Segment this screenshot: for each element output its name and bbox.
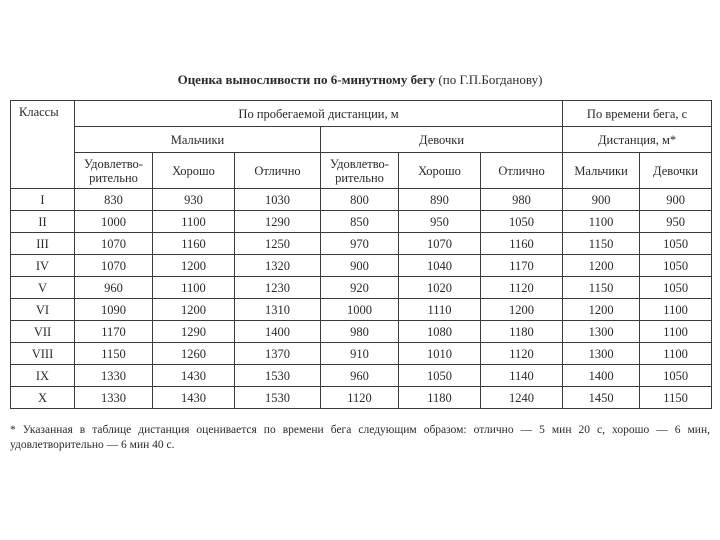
cell-value: 1030 [235,189,321,211]
cell-value: 830 [75,189,153,211]
cell-value: 910 [321,343,399,365]
cell-value: 1020 [399,277,481,299]
cell-value: 1260 [153,343,235,365]
cell-value: 980 [321,321,399,343]
cell-value: 1150 [75,343,153,365]
table-row [11,299,712,321]
cell-value: 1050 [399,365,481,387]
cell-value: 1080 [399,321,481,343]
cell-class: IX [11,365,75,387]
table-row [11,211,712,233]
cell-value: 1150 [640,387,712,409]
cell-class: IV [11,255,75,277]
cell-value: 1100 [153,211,235,233]
cell-value: 1430 [153,387,235,409]
cell-value: 1050 [640,277,712,299]
table-row [11,189,712,211]
header-boys-satisfactory [75,153,153,189]
cell-value: 1050 [640,365,712,387]
cell-value: 1100 [563,211,640,233]
header-girls: Девочки [321,127,563,153]
cell-value: 900 [640,189,712,211]
cell-value: 950 [399,211,481,233]
cell-value: 1000 [75,211,153,233]
cell-value: 960 [321,365,399,387]
cell-value: 1290 [153,321,235,343]
cell-value: 1050 [640,255,712,277]
cell-value: 1330 [75,387,153,409]
header-satisfactory-line1: Удовлетво- [84,156,143,171]
cell-value: 800 [321,189,399,211]
cell-value: 1170 [75,321,153,343]
cell-value: 1230 [235,277,321,299]
table-row [11,387,712,409]
page-title [0,72,720,88]
cell-class: III [11,233,75,255]
page-title-main: Оценка выносливости по 6-минутному бегу [177,72,436,87]
footnote: * Указанная в таблице дистанция оценивается по времени бега следующим образом: отлично — 5 мин 20 с, хорошо — 6 мин, удовлетворительно — 6 мин 40 с. [10,424,710,451]
header-satisfactory-line1: Удовлетво- [330,156,389,171]
cell-value: 1010 [399,343,481,365]
cell-value: 1180 [399,387,481,409]
cell-value: 1400 [235,321,321,343]
cell-value: 1170 [481,255,563,277]
header-time-boys: Мальчики [563,153,640,189]
header-girls-satisfactory [321,153,399,189]
table-row [11,277,712,299]
cell-value: 1100 [153,277,235,299]
cell-value: 1000 [321,299,399,321]
cell-value: 1370 [235,343,321,365]
cell-value: 1160 [481,233,563,255]
cell-value: 1120 [481,277,563,299]
cell-value: 900 [321,255,399,277]
cell-value: 1140 [481,365,563,387]
table-row [11,233,712,255]
cell-value: 1120 [321,387,399,409]
table-row [11,365,712,387]
cell-value: 1100 [640,299,712,321]
cell-value: 1100 [640,343,712,365]
cell-value: 1120 [481,343,563,365]
table-body [11,189,712,409]
header-time-group: По времени бега, с [563,101,712,127]
cell-value: 1450 [563,387,640,409]
cell-value: 950 [640,211,712,233]
cell-value: 1070 [399,233,481,255]
cell-value: 1330 [75,365,153,387]
cell-value: 1400 [563,365,640,387]
cell-class: VIII [11,343,75,365]
header-boys-good: Хорошо [153,153,235,189]
cell-value: 1530 [235,365,321,387]
header-boys-excellent: Отлично [235,153,321,189]
cell-value: 980 [481,189,563,211]
cell-value: 1530 [235,387,321,409]
cell-value: 1150 [563,233,640,255]
cell-value: 1070 [75,255,153,277]
cell-value: 1090 [75,299,153,321]
cell-value: 850 [321,211,399,233]
header-girls-excellent: Отлично [481,153,563,189]
cell-value: 1200 [563,255,640,277]
cell-value: 900 [563,189,640,211]
cell-value: 1320 [235,255,321,277]
cell-value: 1150 [563,277,640,299]
cell-value: 1200 [153,299,235,321]
cell-class: II [11,211,75,233]
cell-value: 1050 [481,211,563,233]
cell-value: 1160 [153,233,235,255]
cell-value: 920 [321,277,399,299]
cell-value: 1100 [640,321,712,343]
cell-value: 930 [153,189,235,211]
cell-value: 1040 [399,255,481,277]
cell-value: 1430 [153,365,235,387]
endurance-norms-table [10,100,712,409]
page-title-author: (по Г.П.Богданову) [438,72,543,87]
cell-value: 1200 [563,299,640,321]
cell-class: X [11,387,75,409]
header-boys: Мальчики [75,127,321,153]
cell-value: 1050 [640,233,712,255]
cell-value: 1300 [563,321,640,343]
cell-value: 1310 [235,299,321,321]
header-classes: Классы [11,101,75,189]
cell-value: 1300 [563,343,640,365]
header-time-girls: Девочки [640,153,712,189]
cell-value: 1200 [153,255,235,277]
cell-value: 960 [75,277,153,299]
cell-class: V [11,277,75,299]
cell-class: I [11,189,75,211]
table-row [11,321,712,343]
cell-value: 1070 [75,233,153,255]
cell-value: 1180 [481,321,563,343]
header-distance-group: По пробегаемой дистанции, м [75,101,563,127]
cell-value: 890 [399,189,481,211]
cell-value: 1250 [235,233,321,255]
cell-value: 1200 [481,299,563,321]
header-girls-good: Хорошо [399,153,481,189]
table-row [11,343,712,365]
cell-value: 1290 [235,211,321,233]
cell-value: 1110 [399,299,481,321]
header-satisfactory-line2: рительно [89,170,138,185]
header-satisfactory-line2: рительно [335,170,384,185]
cell-value: 970 [321,233,399,255]
cell-class: VII [11,321,75,343]
header-distance-m: Дистанция, м* [563,127,712,153]
cell-value: 1240 [481,387,563,409]
table-row [11,255,712,277]
cell-class: VI [11,299,75,321]
